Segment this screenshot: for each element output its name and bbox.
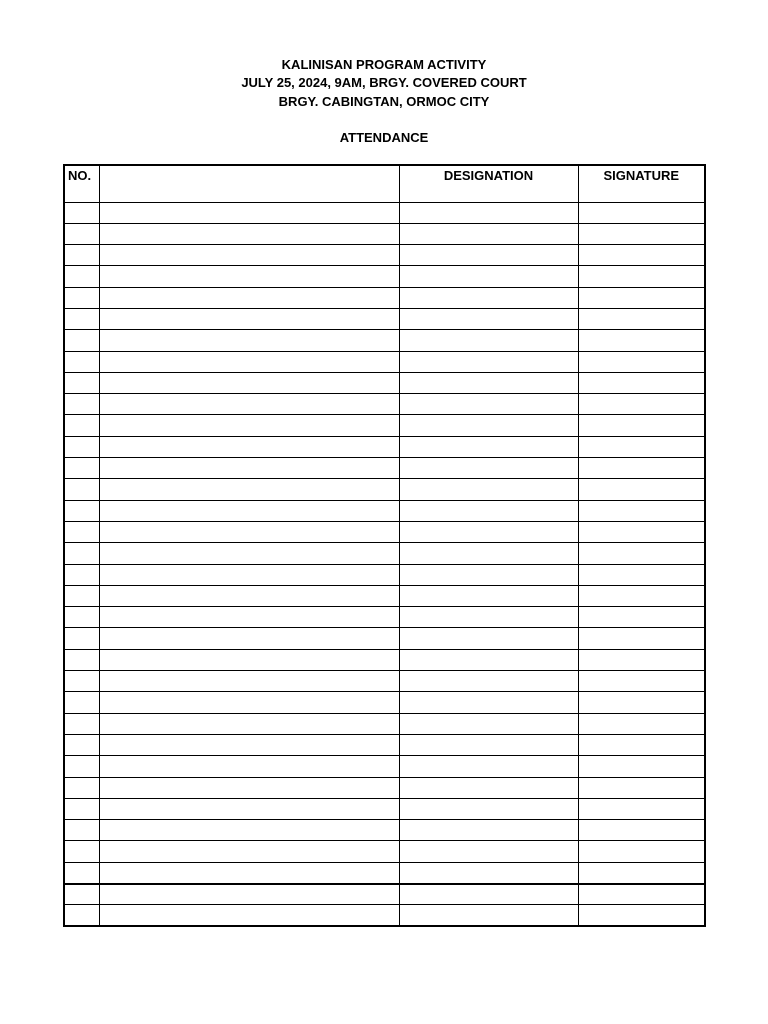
cell-name[interactable] — [99, 436, 399, 457]
cell-name[interactable] — [99, 862, 399, 883]
table-row — [64, 308, 705, 329]
attendance-heading: ATTENDANCE — [339, 130, 429, 145]
cell-signature[interactable] — [578, 628, 705, 649]
cell-designation[interactable] — [399, 649, 578, 670]
cell-name[interactable] — [99, 521, 399, 542]
cell-no[interactable] — [64, 308, 99, 329]
cell-signature[interactable] — [578, 436, 705, 457]
cell-designation[interactable] — [399, 415, 578, 436]
cell-name[interactable] — [99, 671, 399, 692]
cell-signature[interactable] — [578, 479, 705, 500]
cell-name[interactable] — [99, 756, 399, 777]
cell-no[interactable] — [64, 415, 99, 436]
cell-designation[interactable] — [399, 543, 578, 564]
table-row — [64, 607, 705, 628]
cell-name[interactable] — [99, 372, 399, 393]
cell-no[interactable] — [64, 394, 99, 415]
cell-signature[interactable] — [578, 798, 705, 819]
table-row — [64, 479, 705, 500]
cell-signature[interactable] — [578, 223, 705, 244]
cell-signature[interactable] — [578, 372, 705, 393]
cell-name[interactable] — [99, 607, 399, 628]
cell-signature[interactable] — [578, 820, 705, 841]
table-row — [64, 223, 705, 244]
table-row — [64, 734, 705, 755]
cell-no[interactable] — [64, 543, 99, 564]
cell-signature[interactable] — [578, 521, 705, 542]
table-body — [64, 202, 705, 926]
cell-designation[interactable] — [399, 458, 578, 479]
cell-signature[interactable] — [578, 543, 705, 564]
cell-no[interactable] — [64, 521, 99, 542]
column-header-name — [99, 165, 399, 202]
cell-no[interactable] — [64, 266, 99, 287]
table-row — [64, 351, 705, 372]
cell-designation[interactable] — [399, 330, 578, 351]
cell-designation[interactable] — [399, 351, 578, 372]
table-header-row — [64, 165, 705, 202]
cell-designation[interactable] — [399, 820, 578, 841]
cell-no[interactable] — [64, 841, 99, 862]
column-header-signature: SIGNATURE — [578, 165, 705, 202]
cell-name[interactable] — [99, 223, 399, 244]
cell-name[interactable] — [99, 798, 399, 819]
table-row — [64, 330, 705, 351]
table-row — [64, 585, 705, 606]
cell-no[interactable] — [64, 884, 99, 905]
table-row — [64, 862, 705, 883]
table-row — [64, 266, 705, 287]
cell-no[interactable] — [64, 585, 99, 606]
cell-designation[interactable] — [399, 394, 578, 415]
cell-name[interactable] — [99, 287, 399, 308]
cell-no[interactable] — [64, 458, 99, 479]
cell-designation[interactable] — [399, 734, 578, 755]
cell-designation[interactable] — [399, 862, 578, 883]
cell-signature[interactable] — [578, 884, 705, 905]
cell-name[interactable] — [99, 777, 399, 798]
cell-no[interactable] — [64, 692, 99, 713]
table-row — [64, 884, 705, 905]
cell-designation[interactable] — [399, 671, 578, 692]
table-row — [64, 628, 705, 649]
cell-name[interactable] — [99, 330, 399, 351]
cell-signature[interactable] — [578, 649, 705, 670]
cell-signature[interactable] — [578, 756, 705, 777]
cell-no[interactable] — [64, 798, 99, 819]
cell-designation[interactable] — [399, 500, 578, 521]
table-row — [64, 372, 705, 393]
cell-name[interactable] — [99, 308, 399, 329]
table-row — [64, 692, 705, 713]
cell-signature[interactable] — [578, 287, 705, 308]
cell-designation[interactable] — [399, 798, 578, 819]
cell-name[interactable] — [99, 458, 399, 479]
table-row — [64, 564, 705, 585]
cell-signature[interactable] — [578, 351, 705, 372]
cell-no[interactable] — [64, 351, 99, 372]
cell-designation[interactable] — [399, 713, 578, 734]
cell-designation[interactable] — [399, 585, 578, 606]
cell-designation[interactable] — [399, 223, 578, 244]
cell-signature[interactable] — [578, 607, 705, 628]
table-row — [64, 713, 705, 734]
table-row — [64, 458, 705, 479]
cell-name[interactable] — [99, 394, 399, 415]
cell-no[interactable] — [64, 436, 99, 457]
table-row — [64, 798, 705, 819]
cell-signature[interactable] — [578, 394, 705, 415]
table-row — [64, 394, 705, 415]
table-row — [64, 777, 705, 798]
cell-signature[interactable] — [578, 330, 705, 351]
table-row — [64, 543, 705, 564]
cell-designation[interactable] — [399, 266, 578, 287]
cell-name[interactable] — [99, 649, 399, 670]
cell-name[interactable] — [99, 905, 399, 926]
cell-name[interactable] — [99, 564, 399, 585]
cell-name[interactable] — [99, 585, 399, 606]
cell-no[interactable] — [64, 607, 99, 628]
table-row — [64, 649, 705, 670]
cell-signature[interactable] — [578, 692, 705, 713]
cell-signature[interactable] — [578, 905, 705, 926]
cell-no[interactable] — [64, 287, 99, 308]
table-row — [64, 436, 705, 457]
cell-designation[interactable] — [399, 607, 578, 628]
cell-no[interactable] — [64, 330, 99, 351]
cell-designation[interactable] — [399, 372, 578, 393]
cell-signature[interactable] — [578, 458, 705, 479]
cell-name[interactable] — [99, 415, 399, 436]
cell-no[interactable] — [64, 372, 99, 393]
cell-no[interactable] — [64, 564, 99, 585]
cell-name[interactable] — [99, 692, 399, 713]
cell-designation[interactable] — [399, 308, 578, 329]
cell-name[interactable] — [99, 351, 399, 372]
cell-name[interactable] — [99, 500, 399, 521]
cell-signature[interactable] — [578, 862, 705, 883]
cell-name[interactable] — [99, 713, 399, 734]
cell-signature[interactable] — [578, 308, 705, 329]
table-row — [64, 500, 705, 521]
table-row — [64, 202, 705, 223]
cell-designation[interactable] — [399, 436, 578, 457]
activity-date-venue: JULY 25, 2024, 9AM, BRGY. COVERED COURT — [241, 75, 527, 90]
cell-name[interactable] — [99, 479, 399, 500]
cell-name[interactable] — [99, 628, 399, 649]
cell-signature[interactable] — [578, 713, 705, 734]
cell-name[interactable] — [99, 734, 399, 755]
cell-no[interactable] — [64, 628, 99, 649]
cell-name[interactable] — [99, 884, 399, 905]
cell-signature[interactable] — [578, 671, 705, 692]
table-row — [64, 905, 705, 926]
cell-designation[interactable] — [399, 245, 578, 266]
table-row — [64, 820, 705, 841]
column-header-designation: DESIGNATION — [399, 165, 578, 202]
table-row — [64, 245, 705, 266]
activity-title: KALINISAN PROGRAM ACTIVITY — [281, 57, 487, 72]
cell-signature[interactable] — [578, 245, 705, 266]
cell-designation[interactable] — [399, 202, 578, 223]
cell-no[interactable] — [64, 905, 99, 926]
cell-designation[interactable] — [399, 905, 578, 926]
cell-no[interactable] — [64, 671, 99, 692]
cell-designation[interactable] — [399, 884, 578, 905]
cell-name[interactable] — [99, 202, 399, 223]
cell-no[interactable] — [64, 223, 99, 244]
cell-no[interactable] — [64, 713, 99, 734]
cell-no[interactable] — [64, 734, 99, 755]
table-row — [64, 756, 705, 777]
cell-no[interactable] — [64, 245, 99, 266]
cell-designation[interactable] — [399, 756, 578, 777]
column-header-no: NO. — [64, 165, 99, 202]
cell-no[interactable] — [64, 500, 99, 521]
cell-designation[interactable] — [399, 628, 578, 649]
table-row — [64, 841, 705, 862]
cell-name[interactable] — [99, 543, 399, 564]
cell-no[interactable] — [64, 479, 99, 500]
cell-name[interactable] — [99, 245, 399, 266]
attendance-table — [63, 164, 706, 927]
cell-no[interactable] — [64, 756, 99, 777]
cell-signature[interactable] — [578, 585, 705, 606]
table-row — [64, 287, 705, 308]
cell-signature[interactable] — [578, 415, 705, 436]
cell-signature[interactable] — [578, 202, 705, 223]
cell-signature[interactable] — [578, 777, 705, 798]
cell-signature[interactable] — [578, 266, 705, 287]
cell-designation[interactable] — [399, 521, 578, 542]
cell-no[interactable] — [64, 202, 99, 223]
cell-name[interactable] — [99, 841, 399, 862]
cell-no[interactable] — [64, 777, 99, 798]
table-row — [64, 671, 705, 692]
cell-designation[interactable] — [399, 777, 578, 798]
activity-location: BRGY. CABINGTAN, ORMOC CITY — [278, 94, 490, 109]
cell-signature[interactable] — [578, 841, 705, 862]
cell-designation[interactable] — [399, 287, 578, 308]
cell-designation[interactable] — [399, 692, 578, 713]
cell-designation[interactable] — [399, 841, 578, 862]
cell-designation[interactable] — [399, 564, 578, 585]
cell-signature[interactable] — [578, 564, 705, 585]
cell-name[interactable] — [99, 266, 399, 287]
cell-signature[interactable] — [578, 734, 705, 755]
cell-no[interactable] — [64, 649, 99, 670]
table-row — [64, 415, 705, 436]
cell-designation[interactable] — [399, 479, 578, 500]
cell-name[interactable] — [99, 820, 399, 841]
cell-signature[interactable] — [578, 500, 705, 521]
table-row — [64, 521, 705, 542]
cell-no[interactable] — [64, 820, 99, 841]
cell-no[interactable] — [64, 862, 99, 883]
